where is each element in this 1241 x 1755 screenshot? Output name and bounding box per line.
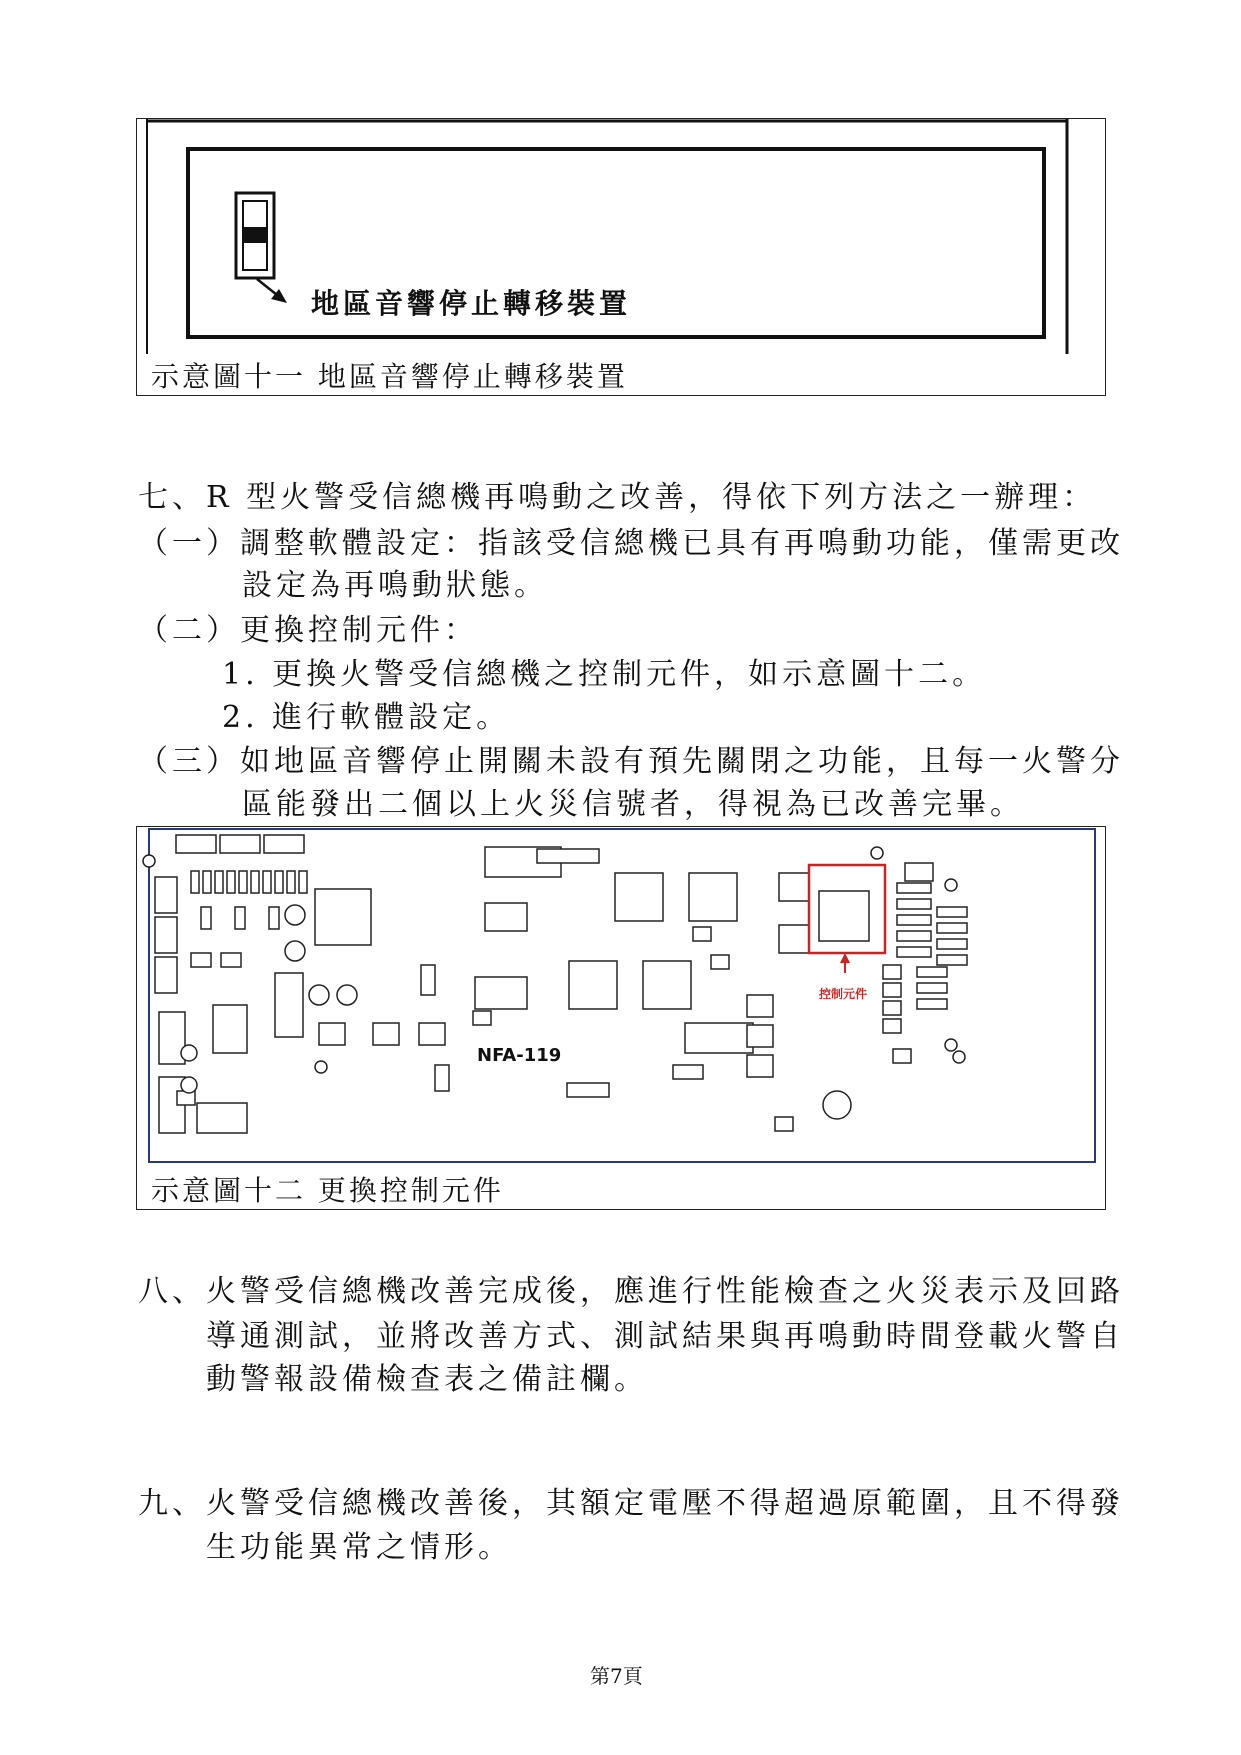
board-label: NFA-119 [477, 1045, 562, 1066]
section-7-item-1-line-1: （一）調整軟體設定：指該受信總機已具有再鳴動功能，僅需更改 [138, 526, 1124, 561]
circuit-board [137, 827, 1105, 1167]
section-8-line-3: 動警報設備檢查表之備註欄。 [206, 1362, 648, 1397]
section-8-line-1: 八、火警受信總機改善完成後，應進行性能檢查之火災表示及回路 [138, 1274, 1124, 1309]
section-7-item-2-sub-1: 1. 更換火警受信總機之控制元件，如示意圖十二。 [222, 657, 987, 692]
figure-11-label: 地區音響停止轉移裝置 [311, 287, 632, 320]
section-7-item-2-sub-2: 2. 進行軟體設定。 [222, 700, 511, 735]
section-8-line-2: 導通測試，並將改善方式、測試結果與再鳴動時間登載火警自 [206, 1319, 1124, 1354]
page-number: 第7頁 [590, 1664, 643, 1688]
section-7-item-1-line-2: 設定為再鳴動狀態。 [242, 568, 548, 603]
arrow-icon [257, 279, 287, 303]
section-9-line-2: 生功能異常之情形。 [206, 1530, 512, 1565]
figure-12 [136, 826, 1106, 1210]
section-9-line-1: 九、火警受信總機改善後，其額定電壓不得超過原範圍，且不得發 [138, 1486, 1124, 1521]
section-7-item-3-line-1: （三）如地區音響停止開關未設有預先關閉之功能，且每一火警分 [138, 744, 1124, 779]
figure-12-caption: 示意圖十二 更換控制元件 [151, 1174, 504, 1207]
figure-11 [136, 118, 1106, 396]
section-7-item-3-line-2: 區能發出二個以上火災信號者，得視為已改善完畢。 [242, 787, 1024, 822]
control-element-label: 控制元件 [819, 987, 868, 1001]
section-7-item-2: （二）更換控制元件： [138, 613, 478, 648]
switch-icon [236, 193, 274, 278]
section-7-heading: 七、R 型火警受信總機再鳴動之改善，得依下列方法之一辦理： [138, 480, 1097, 515]
figure-11-caption: 示意圖十一 地區音響停止轉移裝置 [151, 360, 628, 393]
